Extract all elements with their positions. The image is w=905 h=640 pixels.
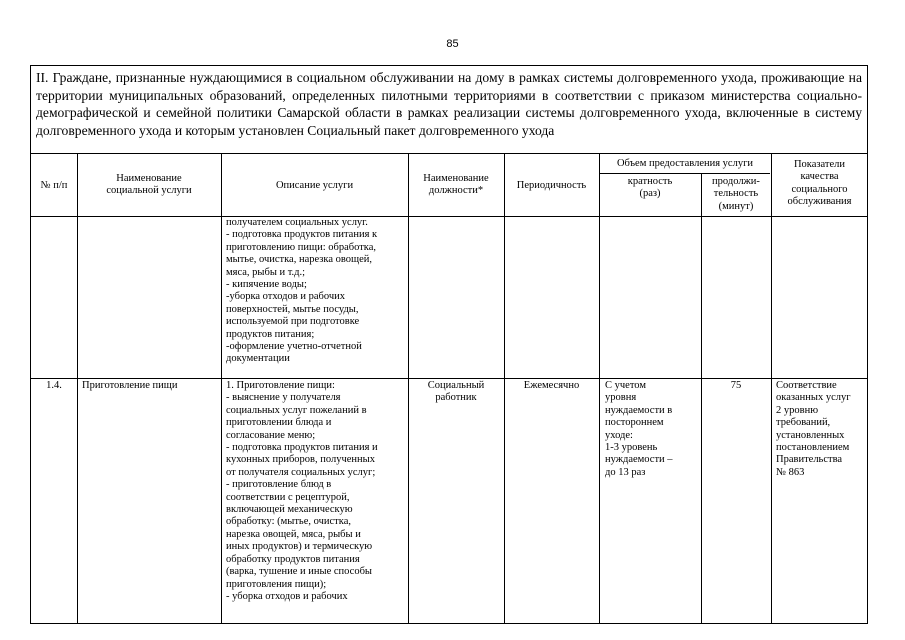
row-num: 1.4.: [46, 380, 62, 391]
header-quality: Показатели качества социального обслуживания: [787, 159, 852, 208]
header-multiplicity: кратность (раз): [627, 176, 673, 200]
col-divider: [599, 153, 600, 623]
col-divider: [771, 153, 772, 623]
row-position: Социальный работник: [427, 380, 485, 404]
col-divider: [221, 153, 222, 623]
continued-row-description: получателем социальных услуг. - подготовка продуктов питания к приготовлению пищи: обработка, мытье, очистка, нарезка овощей, мяса, рыбы и т.д.; - кипячение воды; -уборка отходов и рабочих поверхностей, мытье посуды, используемой при подготовке продуктов питания; -оформление учетно-отчетной документации: [226, 217, 378, 365]
header-duration: продолжи- тельность (минут): [712, 176, 760, 212]
row-quality: Соответствие оказанных услуг 2 уровню требований, установленных постановлением Правительства № 863: [776, 380, 851, 478]
header-service-name: Наименование социальной услуги: [106, 173, 192, 197]
header-description: Описание услуги: [275, 180, 354, 191]
row-separator: [31, 378, 867, 379]
section-heading: II. Граждане, признанные нуждающимися в социальном обслуживании на дому в рамках системы долговременного ухода, проживающие на территории муниципальных образований, определенных пилотными территориями в соответствии с приказом министерства социально-демографической и семейной политики Самарской области в рамках реализации системы долговременного ухода, включенные в систему долговременного ухода и которым установлен Социальный пакет долговременного ухода: [36, 70, 862, 138]
page-number: 85: [446, 38, 459, 50]
header-periodicity: Периодичность: [516, 180, 587, 191]
row-duration: 75: [730, 380, 742, 391]
row-description: 1. Приготовление пищи: - выяснение у получателя социальных услуг пожеланий в приготовлении блюда и согласование меню; - подготовка продуктов питания и кухонных приборов, полученных от получателя социальных услуг; - приготовление блюд в соответствии с рецептурой, включающей механическую обработку: (мытье, очистка, нарезка овощей, мяса, рыбы и иных продуктов) и термическую обработку продуктов питания (варка, тушение и иные способы приготовления пищи); - уборка отходов и рабочих: [226, 380, 378, 602]
col-divider: [701, 173, 702, 623]
volume-subheader-rule: [599, 173, 770, 174]
table-header-bottom-rule: [31, 216, 867, 217]
header-volume-group: Объем предоставления услуги: [616, 158, 754, 169]
services-table: [30, 65, 868, 624]
row-periodicity: Ежемесячно: [523, 380, 580, 391]
row-service-name: Приготовление пищи: [82, 380, 178, 391]
table-header-top-rule: [31, 153, 867, 154]
header-num: № п/п: [40, 180, 68, 191]
col-divider: [77, 153, 78, 623]
header-position: Наименование должности*: [423, 173, 489, 197]
row-multiplicity: С учетом уровня нуждаемости в постороннем уходе: 1-3 уровень нуждаемости – до 13 раз: [605, 380, 673, 478]
